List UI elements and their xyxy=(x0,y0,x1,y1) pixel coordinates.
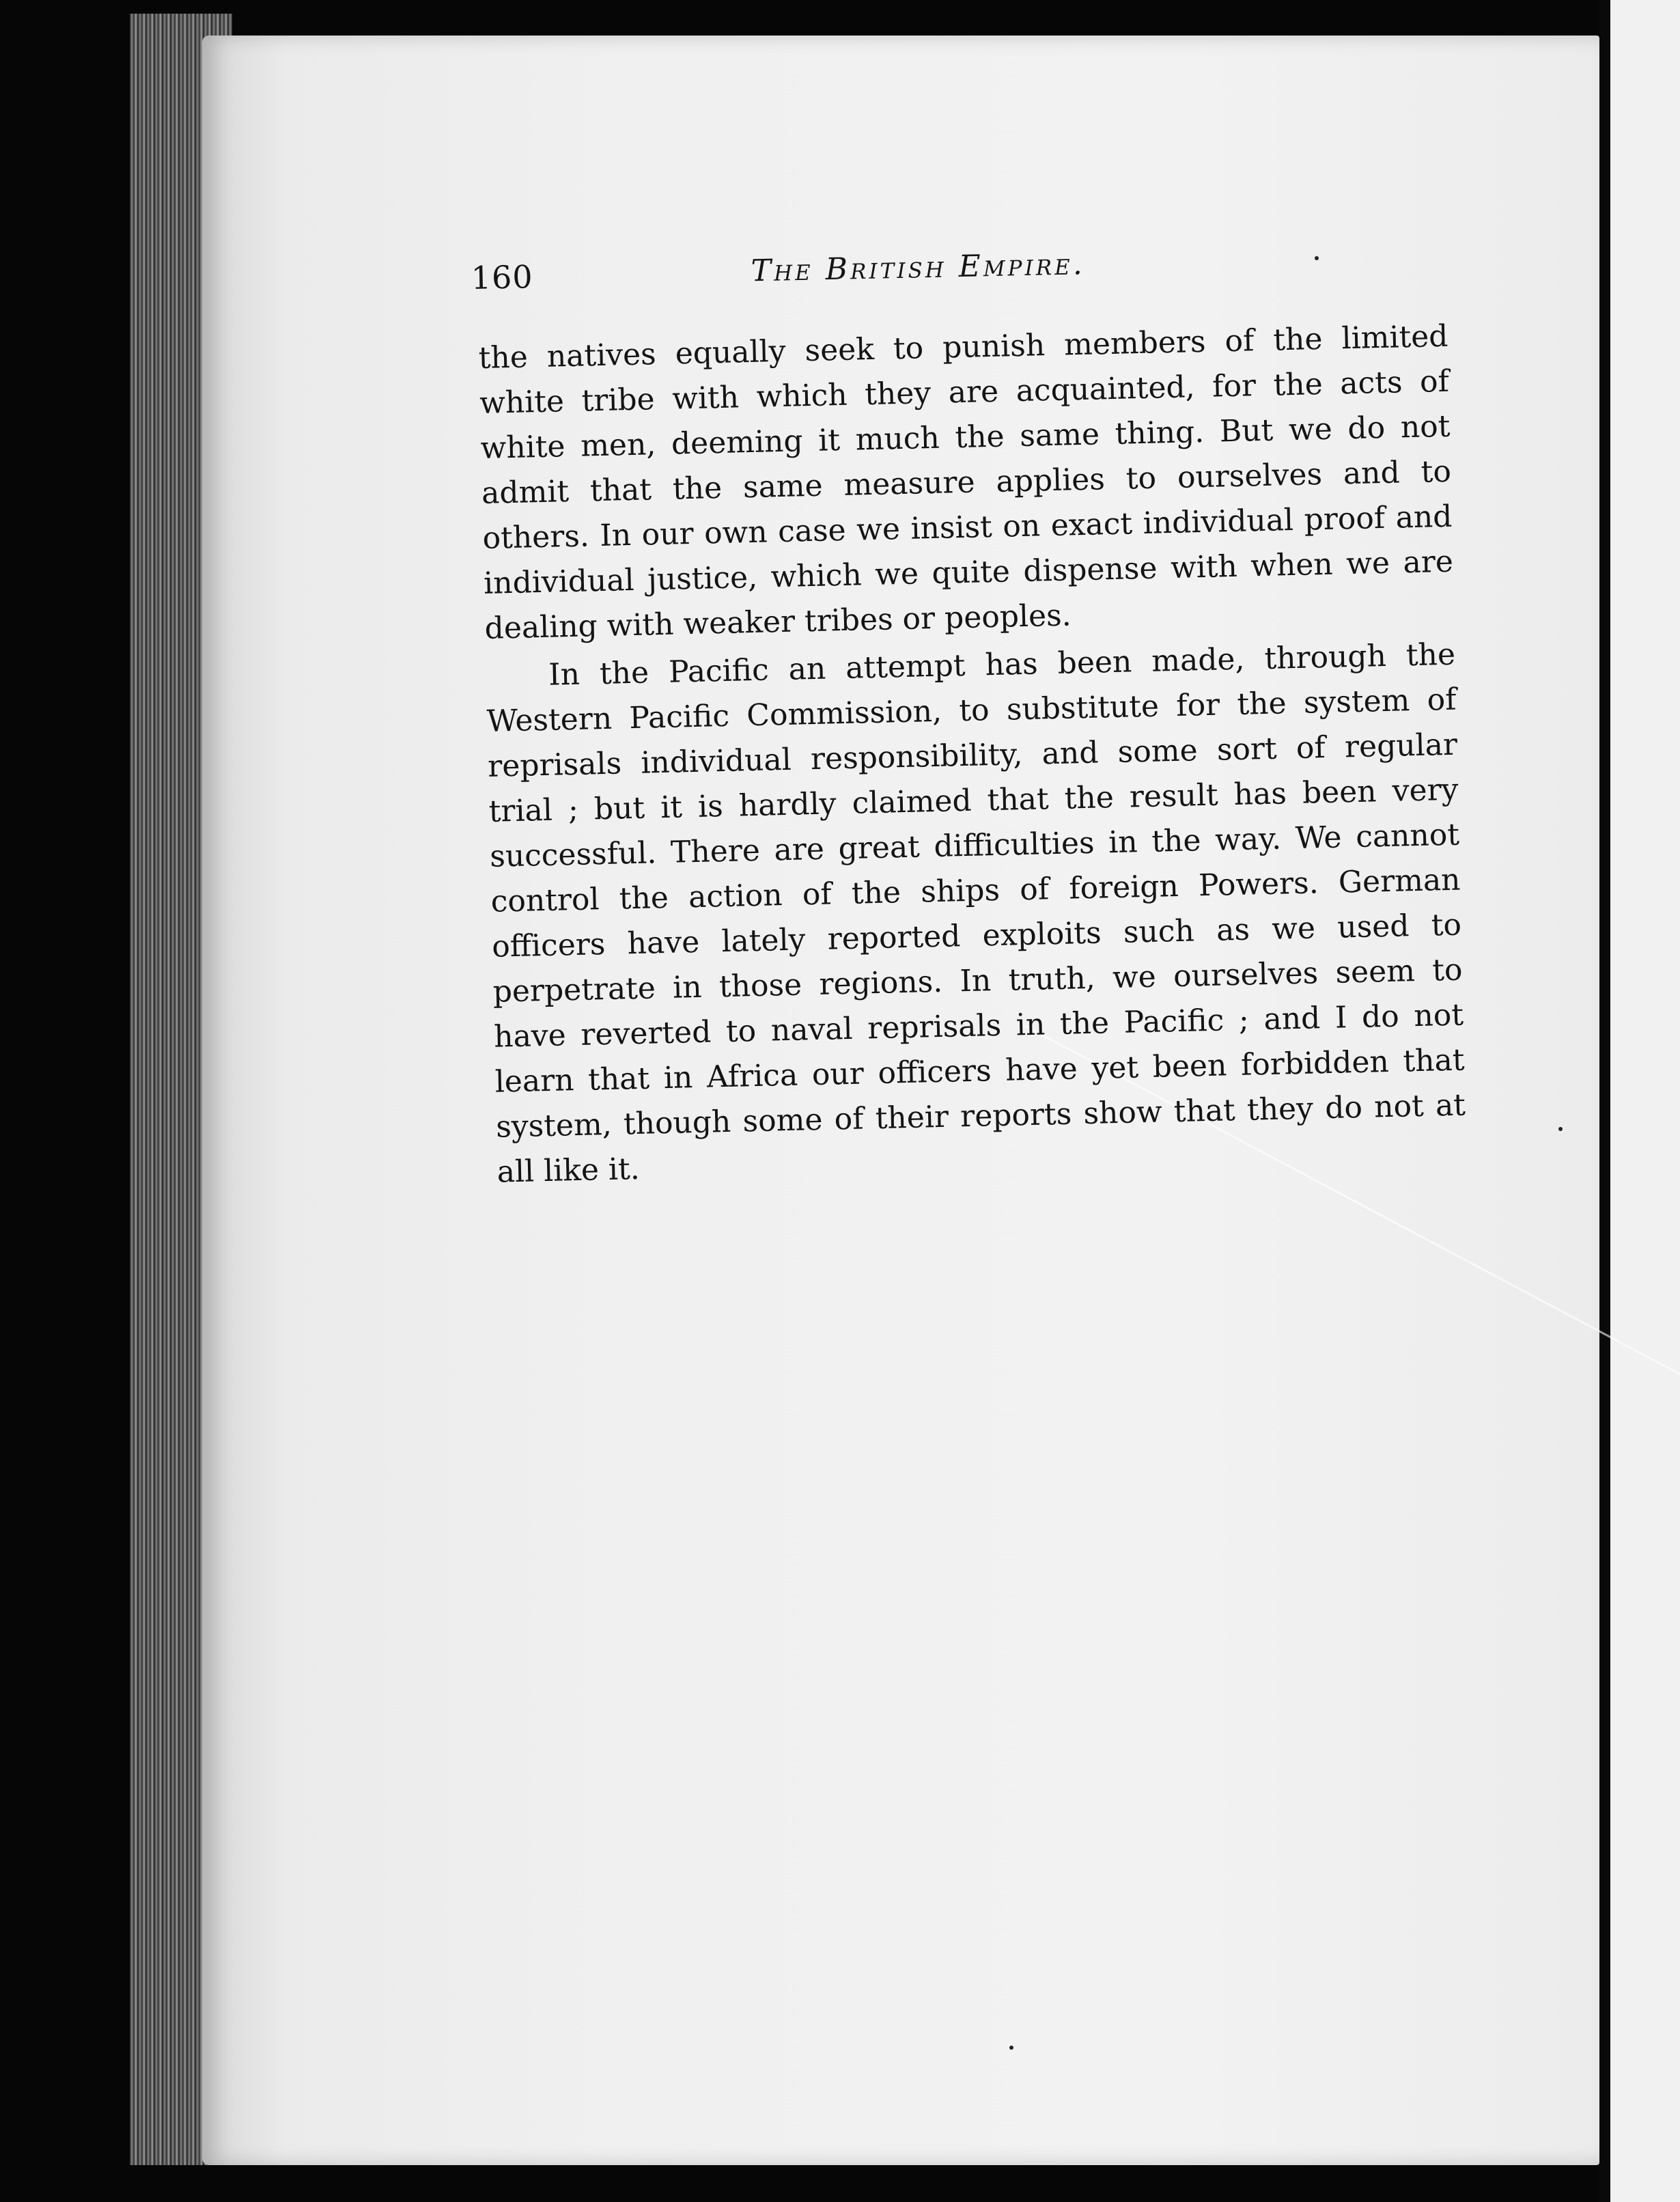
gutter-shadow xyxy=(1599,0,1610,2202)
paragraph-2: In the Pacific an attempt has been made, through the Western Pacific Commission, to substitute for the system of reprisals individual responsibility, and some sort of regular trial ; but it is hardly claimed that the result has been very successful. There are great difficulties in the way. We cannot control the action of the ships of foreign Powers. German officers have lately reported exploits such as we used to perpetrate in those regions. In truth, we ourselves seem to have reverted to naval reprisals in the Pacific ; and I do not learn that in Africa our officers have yet been forbidden that system, though some of their reports show that they do not at all like it. xyxy=(486,637,1466,1190)
paragraph-1: the natives equally seek to punish members of the limited white tribe with which they are acquainted, for the acts of white men, deeming it much the same thing. But we do not admit that the same measure applies to ourselves and to others. In our own case we insist on exact individual proof and individual justice, which we quite dispense with when we are dealing with weaker tribes or peoples. xyxy=(478,318,1454,646)
book-title: The British Empire. xyxy=(751,247,1086,289)
body-text xyxy=(478,314,1467,1195)
page-number: 160 xyxy=(471,258,534,296)
facing-page-edge xyxy=(1610,0,1680,2202)
dust-speck xyxy=(1558,1127,1563,1131)
dust-speck xyxy=(1009,2046,1013,2050)
